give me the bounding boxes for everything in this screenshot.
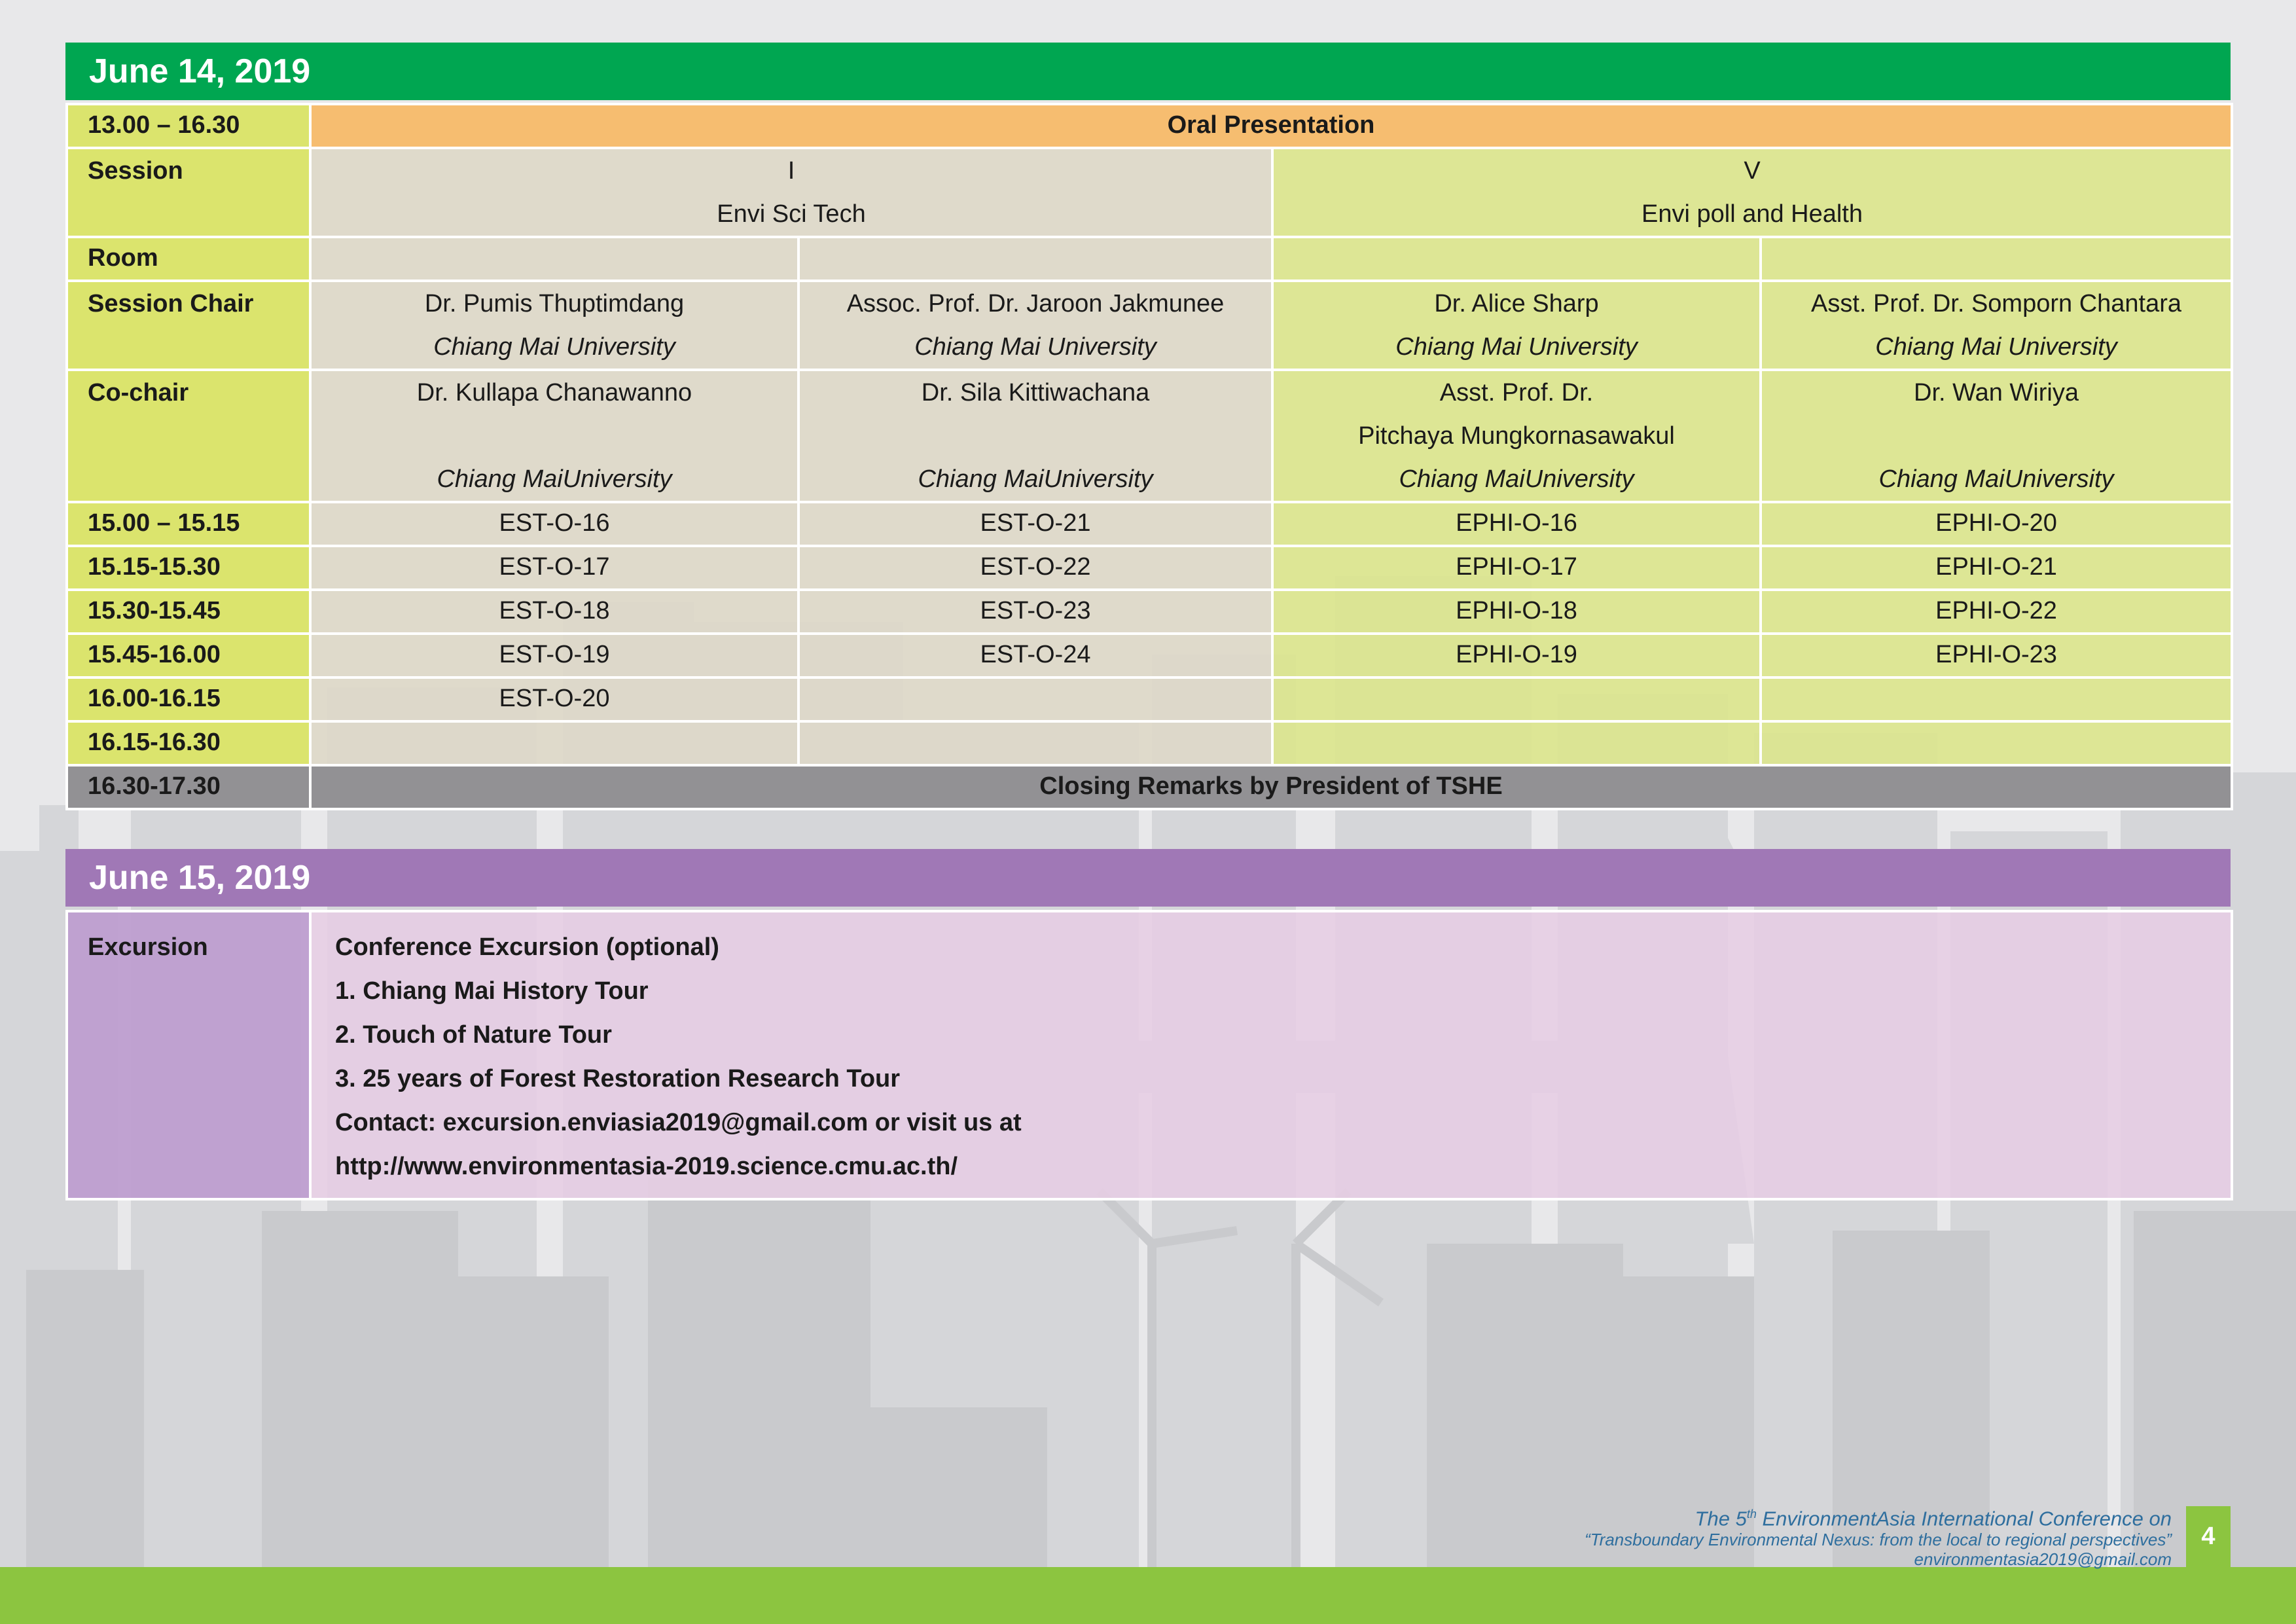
paper-code: EST-O-21 — [798, 502, 1272, 546]
paper-code: EST-O-24 — [798, 634, 1272, 677]
session-name: Envi Sci Tech — [717, 200, 866, 228]
time-slot-row — [67, 590, 2232, 634]
session-chair-label: Session Chair — [88, 290, 254, 317]
chair-cell — [1761, 281, 2232, 370]
excursion-line: 2. Touch of Nature Tour — [335, 1021, 612, 1049]
footer-line-2: “Transboundary Environmental Nexus: from the local to regional perspectives” — [1585, 1530, 2172, 1550]
paper-code: EST-O-19 — [310, 634, 798, 677]
slot-time: 15.15-15.30 — [67, 546, 310, 590]
room-cell — [1272, 237, 1761, 281]
excursion-details — [310, 911, 2232, 1199]
paper-code: EPHI-O-23 — [1761, 634, 2232, 677]
cochair-cell — [1272, 370, 1761, 502]
chair-name: Dr. Alice Sharp — [1434, 290, 1599, 317]
footer-email: environmentasia2019@gmail.com — [1914, 1549, 2172, 1570]
excursion-label-text: Excursion — [88, 933, 208, 961]
room-cell — [310, 237, 798, 281]
chair-name: Asst. Prof. Dr. Somporn Chantara — [1811, 290, 2182, 317]
excursion-line: 3. 25 years of Forest Restoration Research Tour — [335, 1065, 901, 1092]
room-row — [67, 237, 2232, 281]
cochair-affiliation: Chiang MaiUniversity — [918, 465, 1153, 493]
paper-code: EPHI-O-16 — [1272, 502, 1761, 546]
slot-time: 16.00-16.15 — [67, 677, 310, 721]
paper-code: EPHI-O-22 — [1761, 590, 2232, 634]
time-block-label: 13.00 – 16.30 — [67, 104, 310, 148]
session-chair-row — [67, 281, 2232, 370]
chair-affiliation: Chiang Mai University — [433, 333, 675, 361]
room-cell — [1761, 237, 2232, 281]
time-slot-row — [67, 721, 2232, 765]
slot-time: 15.30-15.45 — [67, 590, 310, 634]
closing-time: 16.30-17.30 — [67, 765, 310, 809]
excursion-line: 1. Chiang Mai History Tour — [335, 977, 649, 1005]
day1-date-header: June 14, 2019 — [65, 43, 2231, 100]
paper-code: EST-O-23 — [798, 590, 1272, 634]
excursion-website-link[interactable]: http://www.environmentasia-2019.science.cmu.ac.th/ — [335, 1153, 958, 1180]
excursion-contact-line: Contact: excursion.enviasia2019@gmail.com or visit us at — [335, 1109, 1022, 1136]
paper-code: EPHI-O-20 — [1761, 502, 2232, 546]
paper-code — [1272, 677, 1761, 721]
paper-code: EST-O-17 — [310, 546, 798, 590]
paper-code — [798, 677, 1272, 721]
footer-suffix: EnvironmentAsia International Conference on — [1756, 1507, 2172, 1530]
cochair-cell — [798, 370, 1272, 502]
page-number: 4 — [2186, 1506, 2231, 1567]
cochair-name-cont: Pitchaya Mungkornasawakul — [1358, 422, 1675, 450]
slot-time: 16.15-16.30 — [67, 721, 310, 765]
session-number: V — [1744, 157, 1761, 185]
cochair-affiliation: Chiang MaiUniversity — [1878, 465, 2114, 493]
paper-code: EPHI-O-21 — [1761, 546, 2232, 590]
co-chair-label: Co-chair — [88, 379, 189, 406]
session-name: Envi poll and Health — [1641, 200, 1863, 228]
cochair-name-cont — [800, 414, 1271, 458]
time-slot-row — [67, 546, 2232, 590]
cochair-cell — [1761, 370, 2232, 502]
cochair-name: Asst. Prof. Dr. — [1439, 379, 1594, 406]
day1-schedule-table — [65, 103, 2233, 810]
closing-remarks: Closing Remarks by President of TSHE — [310, 765, 2232, 809]
session-label: Session — [88, 157, 183, 185]
time-slot-row — [67, 502, 2232, 546]
day2-date-header: June 15, 2019 — [65, 849, 2231, 907]
session-i-cell — [310, 148, 1272, 237]
paper-code — [1761, 677, 2232, 721]
paper-code — [310, 721, 798, 765]
cochair-name-cont — [312, 414, 797, 458]
chair-cell — [1272, 281, 1761, 370]
paper-code: EST-O-20 — [310, 677, 798, 721]
time-slot-row — [67, 677, 2232, 721]
co-chair-row — [67, 370, 2232, 502]
paper-code — [798, 721, 1272, 765]
time-block-row — [67, 104, 2232, 148]
room-label: Room — [67, 237, 310, 281]
chair-name: Dr. Pumis Thuptimdang — [424, 290, 685, 317]
day2-schedule-table — [65, 910, 2233, 1200]
conference-footer — [1585, 1503, 2172, 1569]
chair-name: Assoc. Prof. Dr. Jaroon Jakmunee — [846, 290, 1225, 317]
session-v-cell — [1272, 148, 2232, 237]
cochair-affiliation: Chiang MaiUniversity — [437, 465, 672, 493]
paper-code: EST-O-22 — [798, 546, 1272, 590]
excursion-row — [67, 911, 2232, 1199]
slot-time: 15.00 – 15.15 — [67, 502, 310, 546]
closing-row — [67, 765, 2232, 809]
paper-code — [1761, 721, 2232, 765]
slot-time: 15.45-16.00 — [67, 634, 310, 677]
cochair-name: Dr. Sila Kittiwachana — [921, 379, 1150, 406]
footer-superscript: th — [1746, 1507, 1757, 1521]
excursion-label — [67, 911, 310, 1199]
paper-code: EST-O-18 — [310, 590, 798, 634]
chair-cell — [310, 281, 798, 370]
footer-line-1 — [1585, 1503, 2172, 1530]
chair-affiliation: Chiang Mai University — [1875, 333, 2117, 361]
footer-prefix: The 5 — [1695, 1507, 1747, 1530]
session-number: I — [787, 157, 795, 185]
cochair-cell — [310, 370, 798, 502]
paper-code: EPHI-O-19 — [1272, 634, 1761, 677]
paper-code — [1272, 721, 1761, 765]
session-row — [67, 148, 2232, 237]
bottom-green-bar — [0, 1567, 2296, 1624]
paper-code: EST-O-16 — [310, 502, 798, 546]
cochair-affiliation: Chiang MaiUniversity — [1399, 465, 1634, 493]
excursion-line: Conference Excursion (optional) — [335, 933, 719, 961]
cochair-name-cont — [1762, 414, 2231, 458]
cochair-name: Dr. Wan Wiriya — [1914, 379, 2079, 406]
cochair-name: Dr. Kullapa Chanawanno — [416, 379, 692, 406]
chair-affiliation: Chiang Mai University — [914, 333, 1157, 361]
oral-presentation-band: Oral Presentation — [310, 104, 2232, 148]
chair-affiliation: Chiang Mai University — [1395, 333, 1638, 361]
paper-code: EPHI-O-17 — [1272, 546, 1761, 590]
room-cell — [798, 237, 1272, 281]
time-slot-row — [67, 634, 2232, 677]
chair-cell — [798, 281, 1272, 370]
paper-code: EPHI-O-18 — [1272, 590, 1761, 634]
